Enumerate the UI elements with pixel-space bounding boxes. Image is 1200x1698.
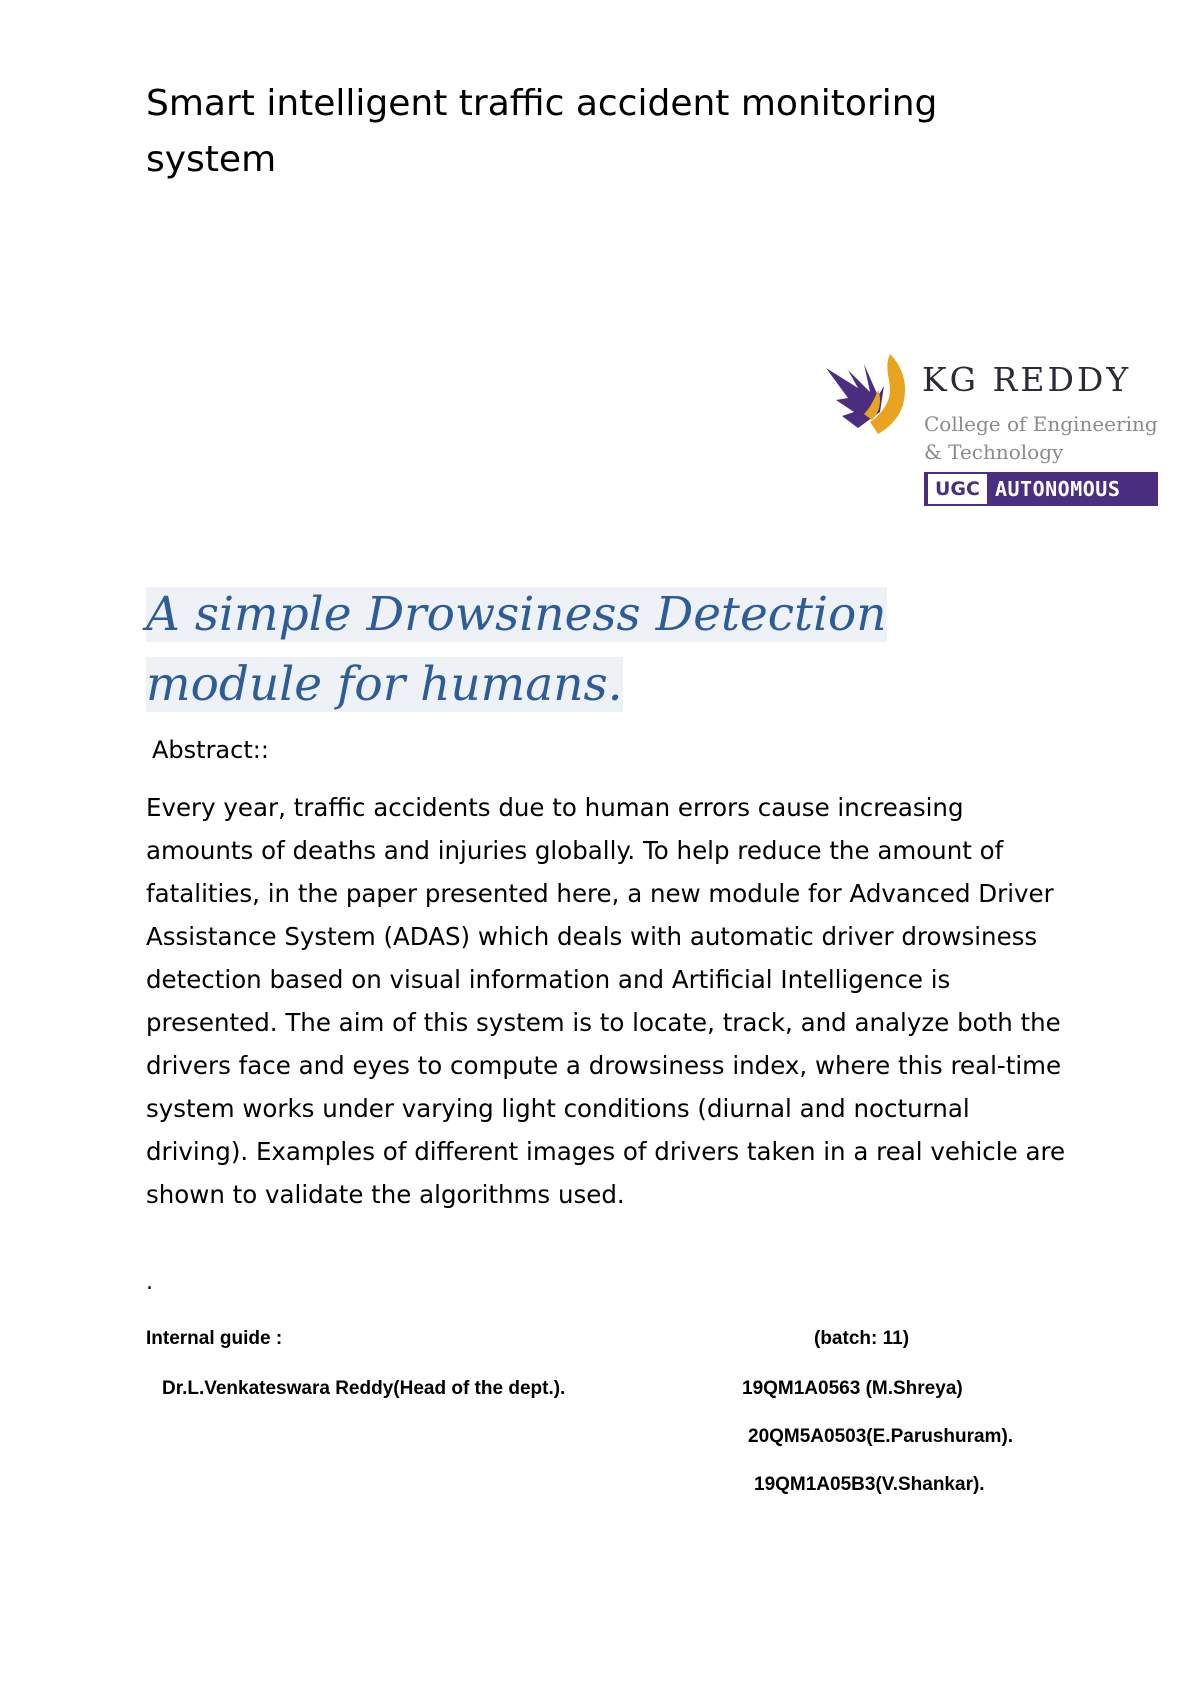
college-subtitle-line1: College of Engineering bbox=[924, 412, 1158, 436]
autonomous-badge bbox=[924, 472, 1158, 506]
batch-label: (batch: 11) bbox=[814, 1328, 910, 1349]
student-3: 19QM1A05B3(V.Shankar). bbox=[754, 1474, 985, 1495]
student-1: 19QM1A0563 (M.Shreya) bbox=[742, 1378, 963, 1399]
college-brand-name: KG REDDY bbox=[922, 360, 1132, 399]
abstract-body: Every year, traffic accidents due to human errors cause increasing amounts of deaths and injuries globally. To help reduce the amount of fatalities, in the paper presented here, a new module for Advanced Driver Assistance System (ADAS) which deals with automatic driver drowsiness detection based on visual information and Artificial Intelligence is presented. The aim of this system is to locate, track, and analyze both the drivers face and eyes to compute a drowsiness index, where this real-time system works under varying light conditions (diurnal and nocturnal driving). Examples of different images of drivers taken in a real vehicle are shown to validate the algorithms used. bbox=[146, 793, 1066, 1209]
abstract-label: Abstract:: bbox=[152, 736, 269, 764]
guide-name: Dr.L.Venkateswara Reddy(Head of the dept.). bbox=[162, 1378, 566, 1399]
module-heading bbox=[146, 580, 1066, 720]
document-title: Smart intelligent traffic accident monitoring system bbox=[146, 83, 938, 180]
college-subtitle-line2: & Technology bbox=[924, 440, 1064, 464]
college-logo bbox=[818, 350, 1170, 510]
module-heading-text: A simple Drowsiness Detection module for humans. bbox=[146, 587, 887, 712]
autonomous-label: AUTONOMOUS bbox=[994, 477, 1121, 501]
separator-dot: . bbox=[146, 1270, 153, 1295]
student-2: 20QM5A0503(E.Parushuram). bbox=[748, 1426, 1014, 1447]
eagle-logo-icon bbox=[818, 350, 918, 450]
internal-guide-label: Internal guide : bbox=[146, 1328, 283, 1349]
ugc-label: UGC bbox=[928, 474, 987, 504]
